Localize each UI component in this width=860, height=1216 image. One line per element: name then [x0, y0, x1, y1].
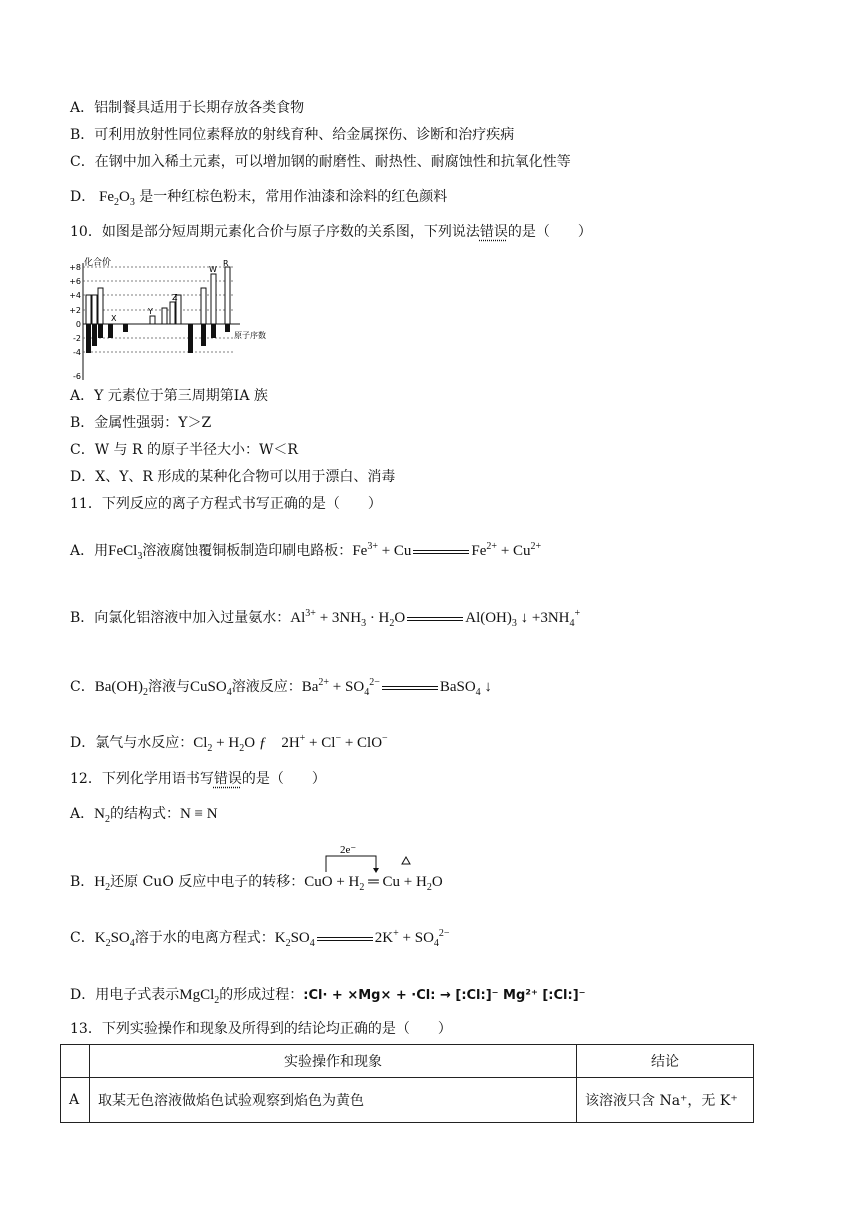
table-header-row [61, 1045, 754, 1078]
q11-option-b: B．向氯化铝溶液中加入过量氨水：$Al^{3+} + 3NH_3 \cdot H_2O$ $Al(OH)_3$ ↓ $+3NH_4^+$ [70, 608, 581, 629]
q12-option-d: D．用电子式表示MgCl$_2$的形成过程：:Cl· + ×Mg× + ·Cl: → [:Cl:]⁻ Mg²⁺ [:Cl:]⁻ [70, 987, 586, 1006]
svg-text:+2: +2 [69, 306, 81, 315]
q10-option-c: C．W 与 R 的原子半径大小：W＜R [70, 442, 298, 458]
q12-option-a: A．$N_2$的结构式：N ≡ N [70, 806, 218, 825]
header-conclusion: 结论 [577, 1045, 754, 1078]
svg-text:-2: -2 [73, 334, 81, 343]
q12-option-b: B．$H_2$还原 CuO 反应中电子的转移：CuO + $H_2$ ═ $Cu + H_2O$ [70, 874, 443, 893]
q10-option-b: B．金属性强弱：Y＞Z [70, 415, 212, 431]
svg-text:0: 0 [75, 320, 81, 329]
row-operation: 取某无色溶液做焰色试验观察到焰色为黄色 [90, 1078, 577, 1123]
chart-label-x: X [111, 314, 117, 323]
chart-label-r: R [223, 259, 229, 268]
q10-option-d: D．X、Y、R 形成的某种化合物可以用于漂白、消毒 [70, 469, 396, 485]
svg-text:+4: +4 [69, 291, 81, 300]
chart-label-y: Y [148, 307, 153, 316]
q9-option-a: A．铝制餐具适用于长期存放各类食物 [70, 100, 305, 116]
chart-ylabel: 化合价 [84, 258, 112, 268]
chart-label-z: Z [172, 293, 178, 302]
q11-option-a: A．用FeCl$_3$溶液腐蚀覆铜板制造印刷电路板：$Fe^{3+} + Cu$ $Fe^{2+} + Cu^{2+}$ [70, 541, 542, 562]
svg-text:+6: +6 [69, 277, 81, 286]
electron-transfer-bracket [320, 842, 420, 874]
row-conclusion: 该溶液只含 Na⁺，无 K⁺ [577, 1078, 754, 1123]
valence-chart [69, 258, 266, 382]
chart-xlabel: 原子序数 [234, 331, 266, 340]
svg-text:+8: +8 [69, 263, 81, 272]
svg-text:-4: -4 [73, 348, 81, 357]
electron-label: 2e⁻ [340, 844, 357, 856]
q11-option-d: D．氯气与水反应：$Cl_2 + H_2O$ ƒ 2H+ + Cl− + ClO− [70, 733, 388, 754]
q11-stem: 11．下列反应的离子方程式书写正确的是（ ） [70, 496, 382, 512]
q9-option-c: C．在钢中加入稀土元素，可以增加钢的耐磨性、耐热性、耐腐蚀性和抗氧化性等 [70, 154, 571, 170]
table-row [61, 1078, 754, 1123]
q9-option-d: D． $Fe_2O_3$ 是一种红棕色粉末，常用作油漆和涂料的红色颜料 [70, 189, 448, 208]
q12-stem: 12．下列化学用语书写错误的是（ ） [70, 771, 326, 787]
chart-label-w: W [209, 265, 217, 274]
q12-option-c: C．$K_2SO_4$溶于水的电离方程式：$K_2SO_4$ $2K^+ + SO_4^{2-}$ [70, 928, 450, 949]
svg-text:-6: -6 [73, 372, 81, 381]
q9-option-b: B．可利用放射性同位素释放的射线育种、给金属探伤、诊断和治疗疾病 [70, 127, 515, 143]
q10-stem: 10．如图是部分短周期元素化合价与原子序数的关系图，下列说法错误的是（ ） [70, 224, 592, 240]
q13-table [60, 1044, 754, 1123]
q11-option-c: C．$Ba(OH)_2$溶液与CuSO$_4$溶液反应：$Ba^{2+} + SO_4^{2-}$ BaSO$_4$ ↓ [70, 677, 492, 698]
q10-option-a: A．Y 元素位于第三周期第ⅠA 族 [70, 388, 268, 404]
header-index [61, 1045, 90, 1078]
row-label: A [61, 1078, 90, 1123]
header-operation: 实验操作和现象 [90, 1045, 577, 1078]
q13-stem: 13．下列实验操作和现象及所得到的结论均正确的是（ ） [70, 1021, 452, 1037]
